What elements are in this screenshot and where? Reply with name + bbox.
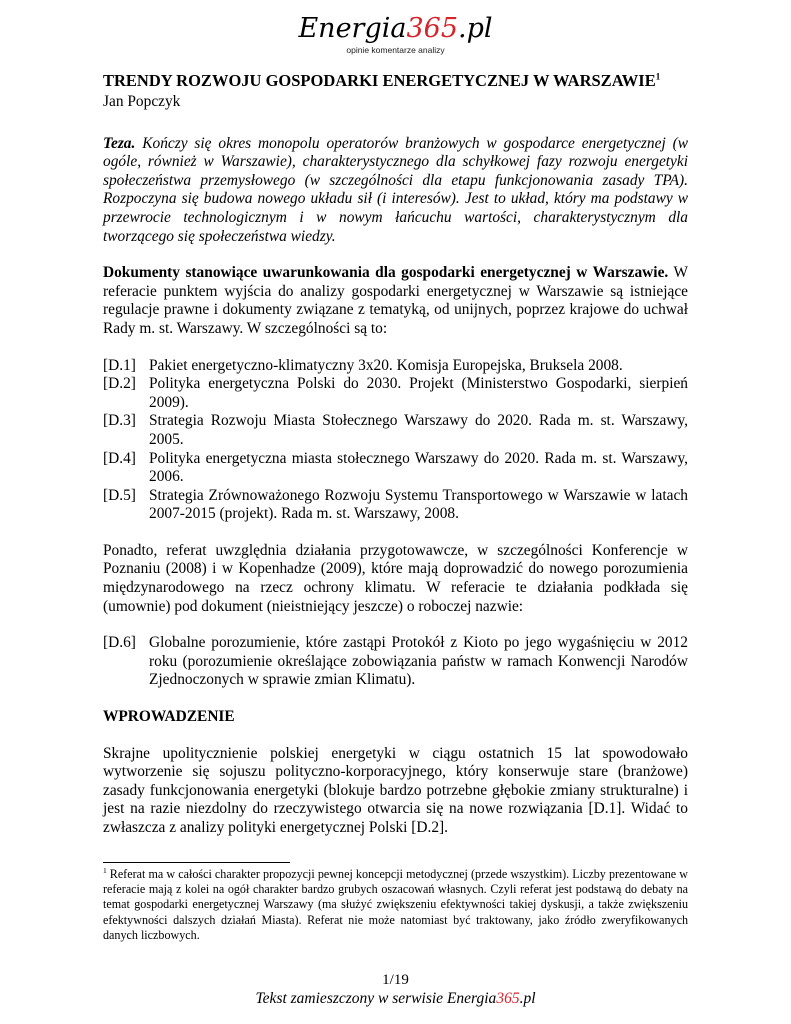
page-number: 1/19	[382, 972, 409, 988]
page-footer	[0, 990, 791, 1008]
footnote-text: Referat ma w całości charakter propozycji pewnej koncepcji metodycznej (przede wszystkim). Liczby prezentowane w referacie mają z kolei na ogół charakter bardzo grubych oszacowań własnych. Czyli referat jest podstawą do debaty na temat gospodarki energetycznej Warszawy (ma służyć zwiększeniu efektywności takiej dyskusji, a także zwiększeniu efektywności dalszych działań Miasta). Referat nie może natomiast być traktowany, jako źródło zweryfikowanych danych liczbowych.	[103, 867, 688, 942]
doc-text: Strategia Zrównoważonego Rozwoju Systemu Transportowego w Warszawie w latach 2007-2015 (projekt). Rada m. st. Warszawy, 2008.	[149, 486, 688, 523]
doc-text: Polityka energetyczna Polski do 2030. Projekt (Ministerstwo Gospodarki, sierpień 2009).	[149, 375, 688, 411]
footer-prefix: Tekst zamieszczony w serwisie Energia	[255, 990, 497, 1007]
thesis-text: Kończy się okres monopolu operatorów branżowych w gospodarce energetycznej (w ogóle, również w Warszawie), charakterystycznego dla schyłkowej fazy rozwoju energetyki społeczeństwa przemysłowego (w szczególności dla etapu funkcjonowania zasady TPA). Rozpoczyna się budowa nowego układu sił (i interesów). Jest to układ, który ma podstawy w przewrocie technologicznym i w nowym łańcuchu wartości, charakterystycznym dla tworzącego się społeczeństwa wiedzy.	[103, 134, 688, 245]
footer-num: 365	[496, 990, 520, 1007]
doc-tag: [D.5]	[103, 486, 136, 504]
preparatory-paragraph: Ponadto, referat uwzględnia działania przygotowawcze, w szczególności Konferencje w Poznaniu (2008) i w Kopenhadze (2009), które mają doprowadzić do nowego porozumienia międzynarodowego na rzecz ochrony klimatu. W referacie te działania podkłada się (umownie) pod dokument (nieistniejący jeszcze) o roboczej nazwie:	[103, 541, 688, 615]
doc-text: Globalne porozumienie, które zastąpi Protokół z Kioto po jego wygaśnięciu w 2012 roku (porozumienie określające zobowiązania państw w ramach Konwencji Narodów Zjednoczonych w sprawie zmian Klimatu).	[149, 634, 688, 689]
logo-brand-tld: .pl	[458, 13, 493, 44]
documents-intro-label: Dokumenty stanowiące uwarunkowania dla gospodarki energetycznej w Warszawie.	[103, 264, 669, 282]
document-title	[103, 70, 688, 91]
doc-tag: [D.6]	[103, 634, 136, 652]
documents-intro-text: W referacie punktem wyjścia do analizy gospodarki energetycznej w Warszawie są istniejące regulacje prawne i dokumenty związane z tematyką, od unijnych, poprzez krajowe do uchwał Rady m. st. Warszawy. W szczególności są to:	[103, 264, 688, 337]
logo-brand-main: Energia	[298, 13, 407, 44]
footnote-ref[interactable]: 1	[655, 71, 661, 82]
logo-brand-num: 365	[406, 13, 459, 44]
footnote	[103, 867, 688, 943]
doc-tag: [D.1]	[103, 356, 136, 374]
list-item	[103, 375, 688, 412]
doc-text: Pakiet energetyczno-klimatyczny 3x20. Komisja Europejska, Bruksela 2008.	[149, 356, 623, 374]
doc-tag: [D.4]	[103, 449, 136, 467]
logo-tagline: opinie komentarze analizy	[346, 45, 445, 55]
doc-tag: [D.2]	[103, 375, 136, 393]
thesis-paragraph	[103, 135, 688, 247]
list-item	[103, 487, 688, 524]
doc-text: Strategia Rozwoju Miasta Stołecznego Warszawy do 2020. Rada m. st. Warszawy, 2005.	[149, 412, 688, 448]
document-body	[103, 70, 688, 838]
list-item	[103, 450, 688, 487]
thesis-label: Teza.	[103, 134, 136, 152]
footnote-number: 1	[103, 865, 107, 875]
logo-wordmark	[0, 14, 791, 44]
list-item	[103, 412, 688, 449]
site-logo[interactable]	[0, 14, 791, 55]
author: Jan Popczyk	[103, 93, 181, 110]
footnote-divider	[103, 862, 290, 863]
section-heading: WPROWADZENIE	[103, 708, 235, 726]
doc-text: Polityka energetyczna miasta stołecznego Warszawy do 2020. Rada m. st. Warszawy, 2006.	[149, 449, 688, 486]
footer-suffix: .pl	[519, 990, 536, 1007]
list-item	[103, 357, 688, 376]
documents-list	[103, 357, 688, 524]
introduction-paragraph: Skrajne upolitycznienie polskiej energetyki w ciągu ostatnich 15 lat spowodowało wytworzenie się sojuszu polityczno-korporacyjnego, który konserwuje stare (branżowe) zasady funkcjonowania energetyki (blokuje bardzo potrzebne głębokie zmiany strukturalne) i jest na razie niezdolny do rzeczywistego otwarcia się na nowe rozwiązania [D.1]. Widać to zwłaszcza z analizy polityki energetycznej Polski [D.2].	[103, 744, 688, 836]
list-item	[103, 634, 688, 690]
doc-tag: [D.3]	[103, 412, 136, 430]
documents-intro-paragraph	[103, 264, 688, 338]
title-text: TRENDY ROZWOJU GOSPODARKI ENERGETYCZNEJ W WARSZAWIE	[103, 71, 656, 90]
